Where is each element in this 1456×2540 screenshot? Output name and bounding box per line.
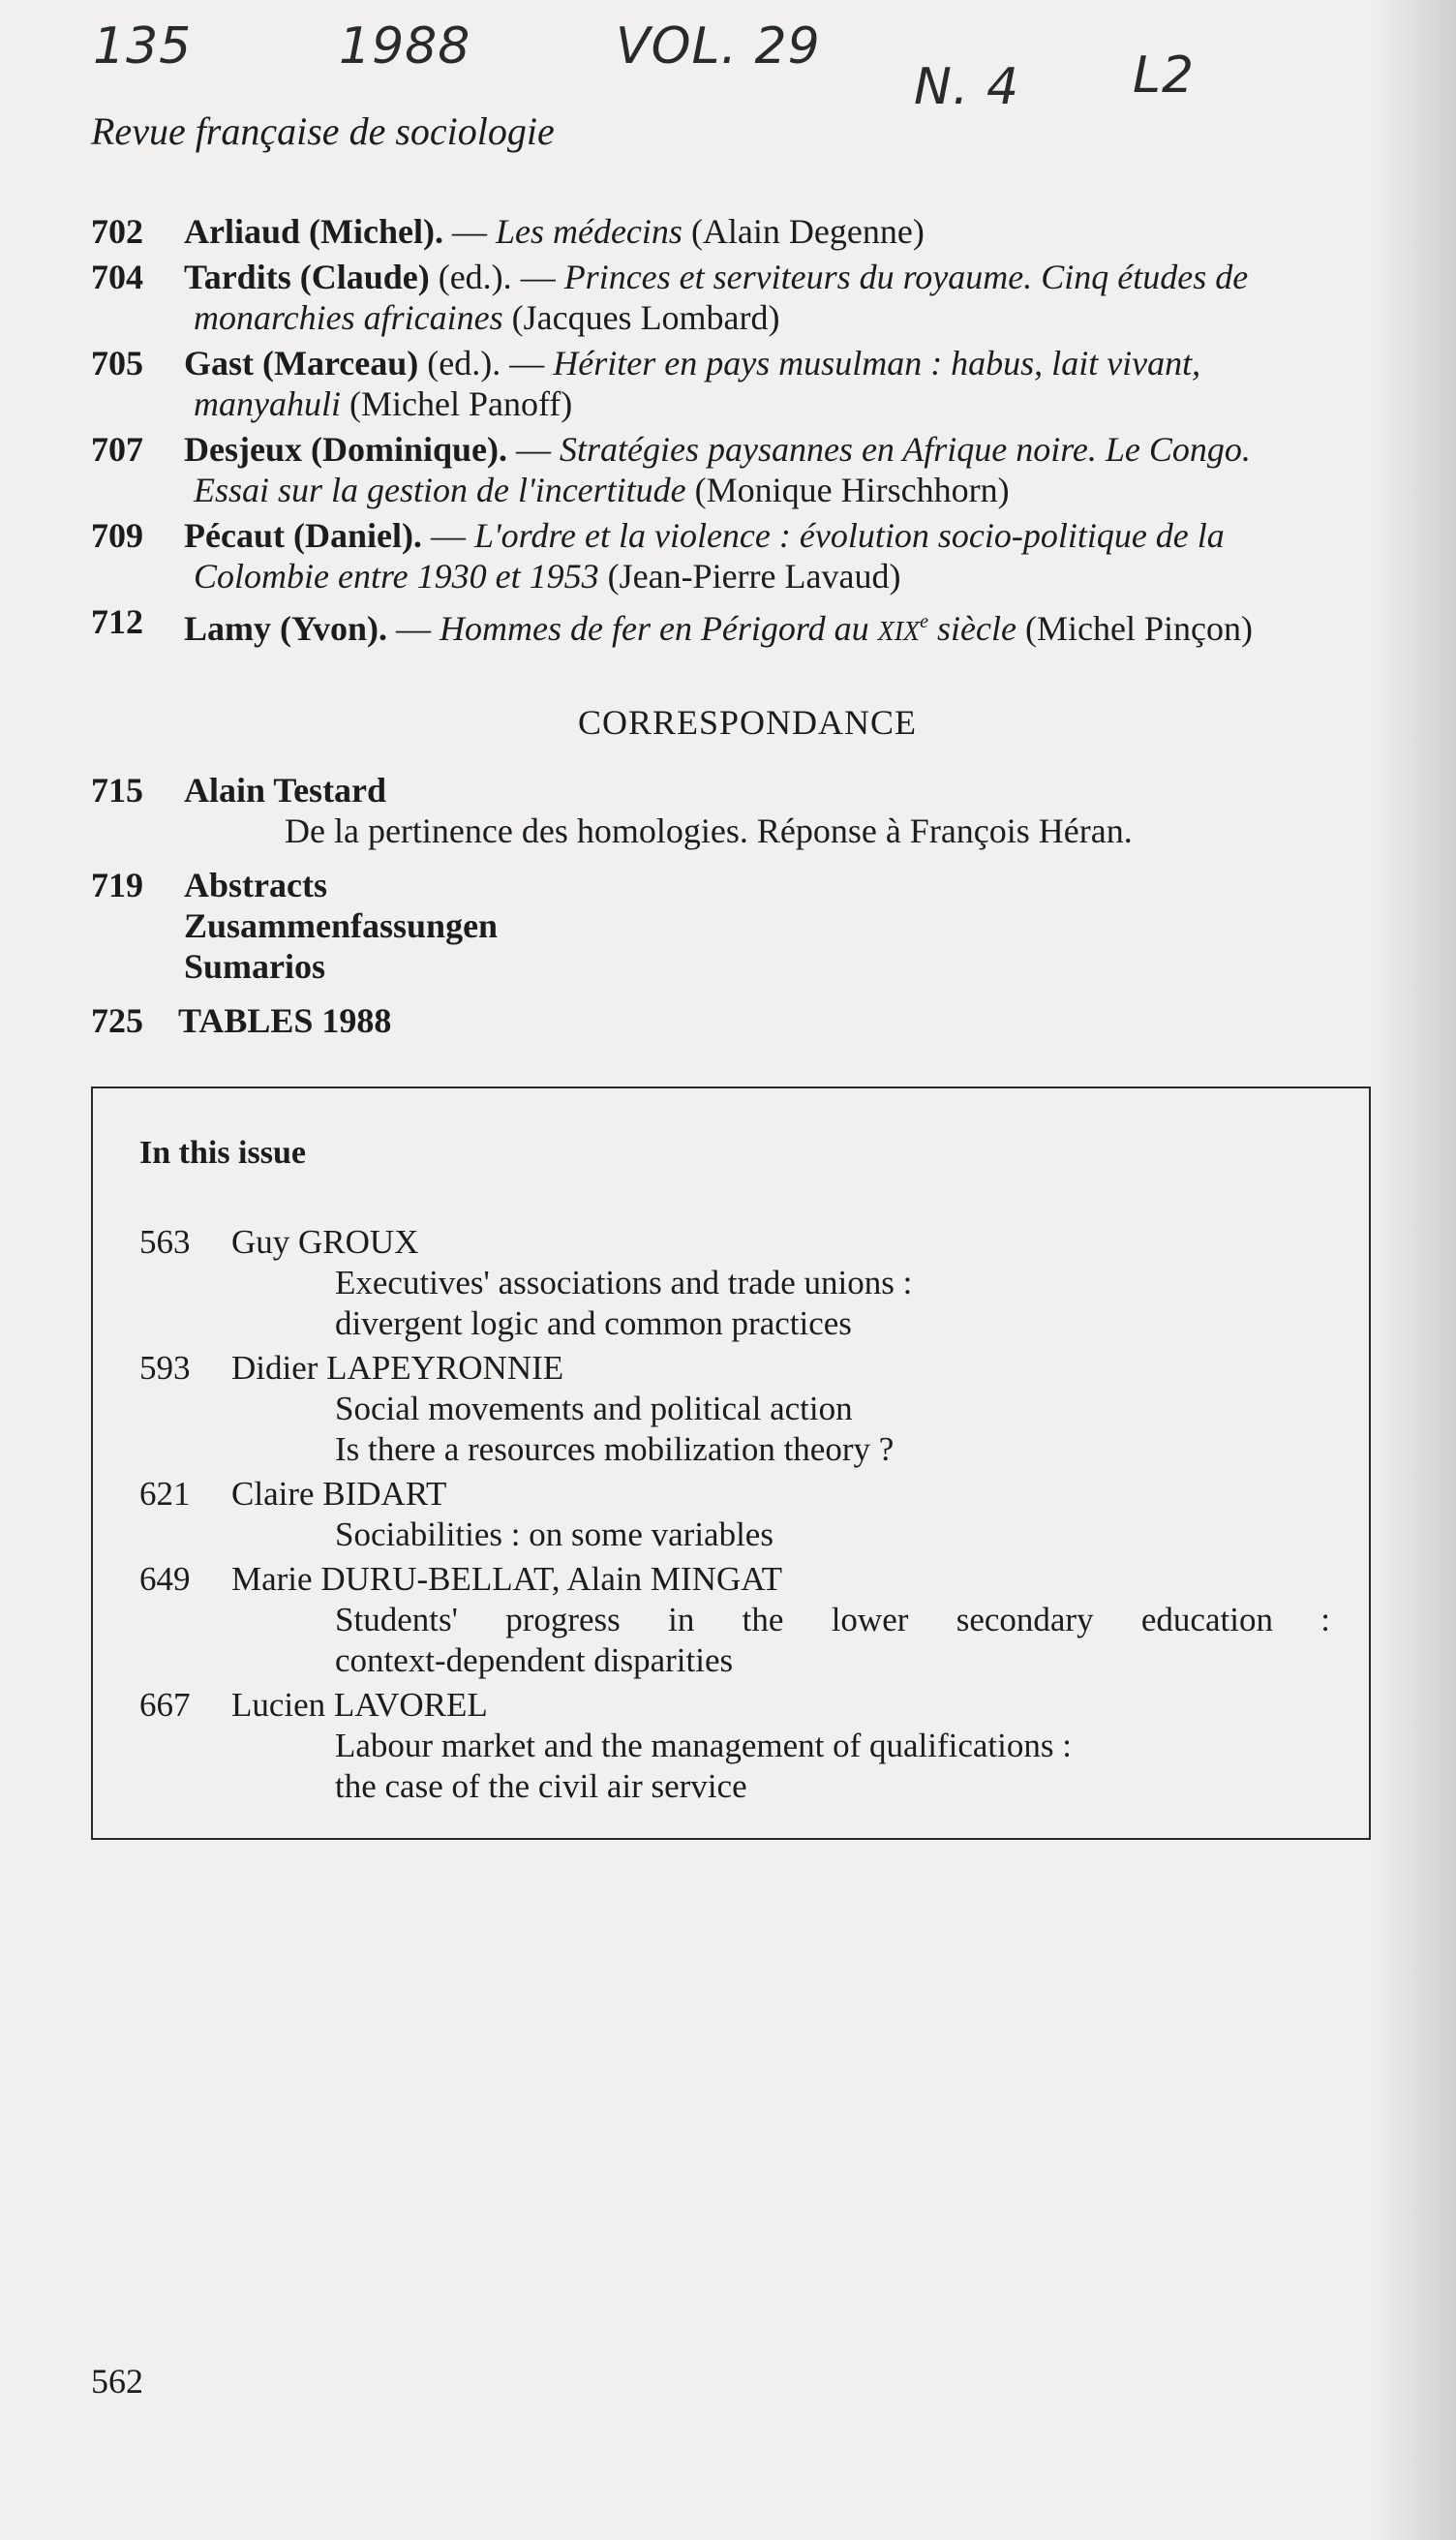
handwritten-mark: L2 [1133, 46, 1196, 105]
issue-article [139, 1222, 1330, 1344]
correspondance-author: Alain Testard [184, 771, 387, 810]
tables-label: TABLES 1988 [178, 1001, 392, 1040]
dash: — [515, 430, 551, 469]
reviewer: (Monique Hirschhorn) [694, 471, 1010, 509]
review-title-cont: Essai sur la gestion de l'incertitude [194, 471, 686, 509]
reviewer: (Michel Panoff) [349, 384, 573, 423]
review-page: 704 [91, 258, 143, 296]
review-title-cont: Colombie entre 1930 et 1953 [194, 557, 599, 596]
sumarios-label: Sumarios [184, 947, 326, 986]
abstracts-label: Abstracts [184, 866, 327, 904]
issue-article [139, 1685, 1330, 1807]
review-page: 707 [91, 430, 143, 469]
article-page: 563 [139, 1223, 191, 1261]
correspondance-item [91, 865, 1369, 987]
article-page: 621 [139, 1475, 191, 1513]
article-author: Guy GROUX [231, 1223, 419, 1261]
review-title: Princes et serviteurs du royaume. Cinq études de [563, 258, 1249, 296]
article-author: Marie DURU-BELLAT, Alain MINGAT [231, 1560, 782, 1598]
review-author: Lamy (Yvon). [184, 609, 388, 648]
tables-page: 725 [91, 1001, 143, 1040]
dash: — [520, 258, 556, 296]
review-page: 712 [91, 602, 143, 641]
article-title: Social movements and political action [335, 1390, 853, 1427]
review-title: Stratégies paysannes en Afrique noire. Le Congo. [559, 430, 1251, 469]
article-title: Is there a resources mobilization theory ? [335, 1430, 895, 1468]
article-author: Lucien LAVOREL [231, 1686, 488, 1724]
journal-title: Revue française de sociologie [91, 109, 555, 153]
review-title: Hommes de fer en Périgord au [440, 609, 869, 648]
reviewer: (Jean-Pierre Lavaud) [607, 557, 901, 596]
article-title: Executives' associations and trade unions : [335, 1264, 913, 1301]
review-page: 705 [91, 344, 143, 383]
review-entry [91, 343, 1369, 424]
review-ed: (ed.). [438, 258, 512, 296]
handwritten-volume: VOL. 29 [616, 17, 821, 76]
issue-article [139, 1474, 1330, 1555]
dash: — [430, 516, 466, 555]
century: XIX [877, 617, 921, 647]
review-author: Arliaud (Michel). [184, 212, 443, 251]
article-page: 593 [139, 1349, 191, 1387]
review-entry [91, 601, 1369, 653]
correspondance-heading: CORRESPONDANCE [577, 703, 918, 742]
reviewer: (Alain Degenne) [690, 212, 925, 251]
article-title: the case of the civil air service [335, 1767, 747, 1805]
correspondance-page: 719 [91, 866, 143, 904]
reviewer: (Jacques Lombard) [511, 298, 780, 337]
correspondance-title: De la pertinence des homologies. Réponse à François Héran. [285, 811, 1133, 850]
review-list [91, 211, 1369, 658]
page-number: 562 [91, 2362, 143, 2401]
article-page: 649 [139, 1560, 191, 1598]
review-author: Desjeux (Dominique). [184, 430, 507, 469]
century-sup: e [920, 611, 929, 632]
correspondance-item [91, 770, 1369, 851]
dash: — [509, 344, 545, 383]
handwritten-issue-number: 135 [93, 17, 193, 76]
issue-article [139, 1559, 1330, 1681]
review-title-cont: manyahuli [194, 384, 341, 423]
handwritten-number: N. 4 [914, 58, 1020, 116]
article-author: Claire BIDART [231, 1475, 447, 1513]
tables-item [91, 1000, 1369, 1041]
review-author: Tardits (Claude) [184, 258, 430, 296]
review-entry [91, 211, 1369, 252]
article-title: Students' progress in the lower secondary education : [335, 1601, 1330, 1638]
review-entry [91, 515, 1369, 597]
in-this-issue-box [91, 1086, 1371, 1840]
review-title-end: siècle [937, 609, 1016, 648]
in-this-issue-heading: In this issue [139, 1135, 306, 1171]
issue-article-list [139, 1222, 1330, 1811]
handwritten-year: 1988 [339, 17, 471, 76]
article-title: Labour market and the management of qualifications : [335, 1727, 1072, 1764]
review-entry [91, 257, 1369, 338]
page-edge-shadow [1369, 0, 1456, 2540]
review-page: 709 [91, 516, 143, 555]
article-title: divergent logic and common practices [335, 1304, 852, 1342]
review-ed: (ed.). [427, 344, 501, 383]
dash: — [396, 609, 432, 648]
review-title: Les médecins [495, 212, 682, 251]
article-title: Sociabilities : on some variables [335, 1515, 774, 1553]
article-title: context-dependent disparities [335, 1641, 734, 1679]
dash: — [451, 212, 487, 251]
issue-article [139, 1348, 1330, 1470]
review-title: L'ordre et la violence : évolution socio-politique de la [473, 516, 1225, 555]
review-page: 702 [91, 212, 143, 251]
review-entry [91, 429, 1369, 510]
review-author: Pécaut (Daniel). [184, 516, 422, 555]
reviewer: (Michel Pinçon) [1024, 609, 1253, 648]
review-title-cont: monarchies africaines [194, 298, 503, 337]
review-author: Gast (Marceau) [184, 344, 419, 383]
review-title: Hériter en pays musulman : habus, lait vivant, [553, 344, 1201, 383]
article-page: 667 [139, 1686, 191, 1724]
article-author: Didier LAPEYRONNIE [231, 1349, 564, 1387]
zusammenfassungen-label: Zusammenfassungen [184, 906, 499, 945]
correspondance-list [91, 770, 1369, 1055]
correspondance-page: 715 [91, 771, 143, 810]
